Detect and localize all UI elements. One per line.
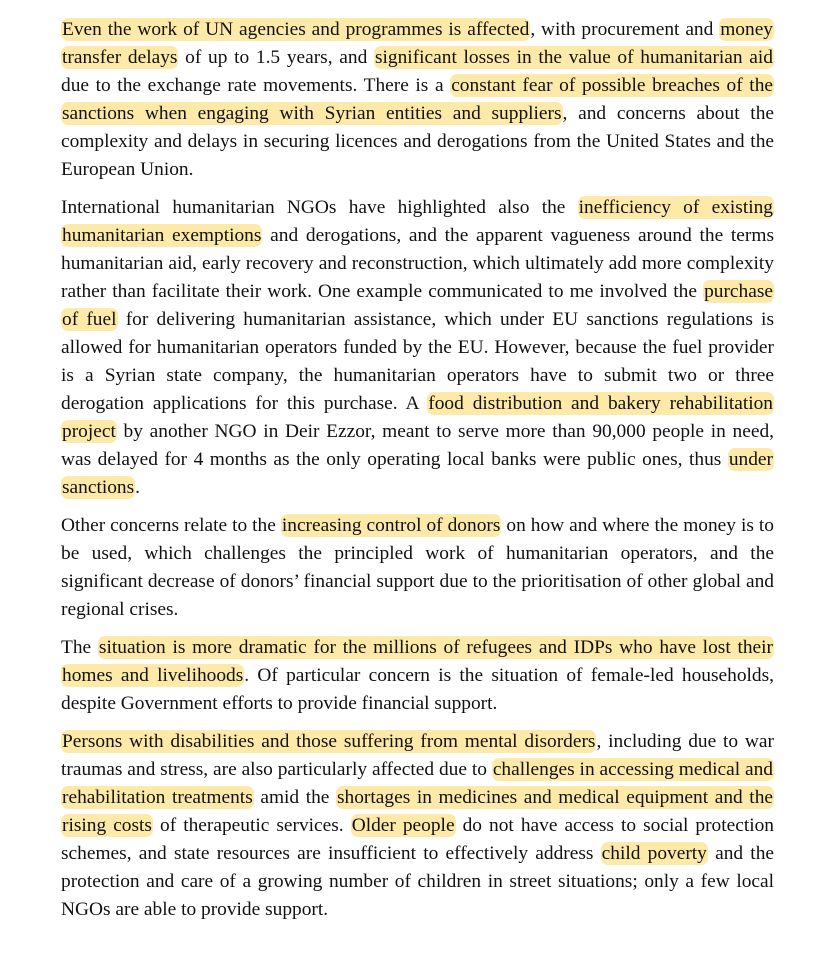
body-text: do not have access to social protection schemes, and state resources are insufficient to effectively address (61, 815, 774, 864)
body-text: International humanitarian NGOs have highlighted also the (61, 197, 578, 218)
highlighted-text: Older people (351, 815, 455, 836)
body-text: . Of particular concern is the situation of female-led households, despite Government efforts to provide financial support. (61, 665, 774, 714)
body-text: of up to 1.5 years, and (178, 47, 374, 68)
highlighted-text: money transfer delays (62, 19, 773, 68)
body-text: The (61, 637, 98, 658)
body-text: and derogations, and the apparent vagueness around the terms humanitarian aid, early recovery and reconstruction, which ultimately add more complexity rather than facilitate their work. One example communicated to me involved the (61, 225, 774, 302)
highlighted-text: Even the work of UN agencies and programmes is affected (62, 19, 530, 40)
highlighted-text: Persons with disabilities and those suffering from mental disorders (62, 731, 596, 752)
body-text: by another NGO in Deir Ezzor, meant to serve more than 90,000 people in need, was delayed for 4 months as the only operating local banks were public ones, thus (61, 421, 774, 470)
body-text: , including due to war traumas and stress, are also particularly affected due to (61, 731, 774, 780)
document-page (61, 16, 774, 934)
paragraph-refugees-idps (61, 634, 774, 718)
body-text: on how and where the money is to be used, which challenges the principled work of humanitarian operators, and the significant decrease of donors’ financial support due to the prioritisation of other global and regional crises. (61, 515, 774, 620)
body-text: , with procurement and (530, 19, 720, 40)
paragraph-un-agencies (61, 16, 774, 184)
highlighted-text: child poverty (601, 843, 707, 864)
highlighted-text: challenges in accessing medical and rehabilitation treatments (62, 759, 773, 808)
highlighted-text: increasing control of donors (281, 515, 501, 536)
paragraph-vulnerable-groups (61, 728, 774, 924)
highlighted-text: constant fear of possible breaches of the sanctions when engaging with Syrian entities and suppliers (62, 75, 773, 124)
highlighted-text: significant losses in the value of humanitarian aid (374, 47, 773, 68)
body-text: Other concerns relate to the (61, 515, 281, 536)
highlighted-text: shortages in medicines and medical equipment and the rising costs (62, 787, 773, 836)
body-text: for delivering humanitarian assistance, which under EU sanctions regulations is allowed for humanitarian operators funded by the EU. However, because the fuel provider is a Syrian state company, the humanitarian operators have to submit two or three derogation applications for this purchase. A (61, 309, 774, 414)
highlighted-text: purchase of fuel (62, 281, 773, 330)
highlighted-text: food distribution and bakery rehabilitation project (62, 393, 773, 442)
highlighted-text: inefficiency of existing humanitarian exemptions (62, 197, 773, 246)
highlighted-text: under sanctions (62, 449, 773, 498)
highlighted-text: situation is more dramatic for the millions of refugees and IDPs who have lost their homes and livelihoods (62, 637, 773, 686)
body-text: due to the exchange rate movements. There is a (61, 75, 451, 96)
body-text: . (135, 477, 141, 498)
body-text: , and concerns about the complexity and delays in securing licences and derogations from the United States and the European Union. (61, 103, 775, 180)
body-text: amid the (253, 787, 336, 808)
paragraph-ngo-exemptions (61, 194, 774, 502)
body-text: of therapeutic services. (152, 815, 351, 836)
body-text: and the protection and care of a growing number of children in street situations; only a few local NGOs are able to provide support. (61, 843, 774, 920)
paragraph-donor-control (61, 512, 774, 624)
